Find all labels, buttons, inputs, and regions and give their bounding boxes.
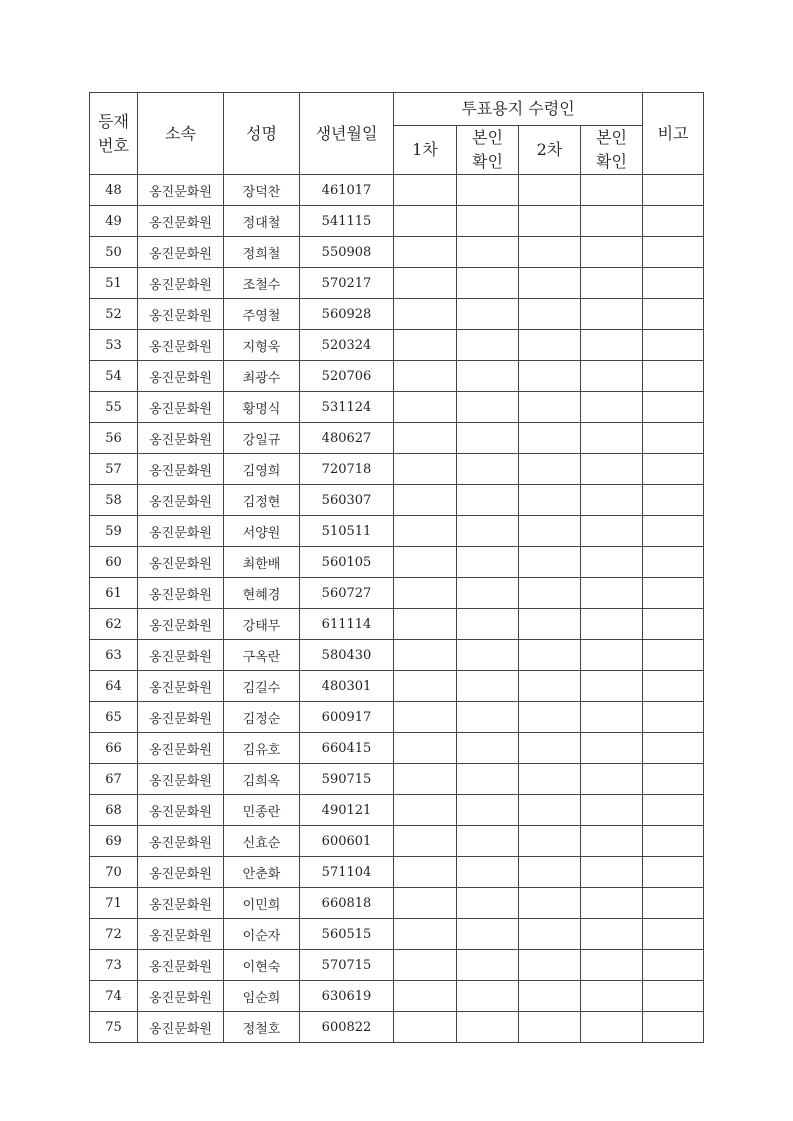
second-receipt-cell [519,454,581,485]
reg-no-cell: 66 [90,733,138,764]
name-cell: 정희철 [224,237,300,268]
affiliation-cell: 옹진문화원 [138,764,224,795]
name-cell: 최광수 [224,361,300,392]
identity-check-1-cell [457,547,519,578]
identity-check-2-cell [581,764,643,795]
identity-check-1-cell [457,268,519,299]
remarks-cell [643,392,704,423]
remarks-cell [643,330,704,361]
birthdate-cell: 520324 [300,330,394,361]
remarks-cell [643,888,704,919]
remarks-cell [643,423,704,454]
reg-no-cell: 62 [90,609,138,640]
table-row [90,609,704,640]
identity-check-1-cell [457,733,519,764]
reg-no-cell: 69 [90,826,138,857]
affiliation-cell: 옹진문화원 [138,919,224,950]
identity-check-2-cell [581,733,643,764]
reg-no-cell: 57 [90,454,138,485]
second-receipt-cell [519,981,581,1012]
identity-check-2-cell [581,795,643,826]
birthdate-cell: 720718 [300,454,394,485]
second-receipt-cell [519,268,581,299]
remarks-cell [643,857,704,888]
birthdate-cell: 480301 [300,671,394,702]
remarks-cell [643,1012,704,1043]
reg-no-cell: 52 [90,299,138,330]
birthdate-cell: 480627 [300,423,394,454]
remarks-cell [643,578,704,609]
name-cell: 이민희 [224,888,300,919]
first-receipt-cell [394,733,457,764]
identity-check-1-cell [457,826,519,857]
identity-check-2-cell [581,423,643,454]
birthdate-cell: 560515 [300,919,394,950]
remarks-cell [643,237,704,268]
identity-check-1-cell [457,330,519,361]
name-cell: 정철호 [224,1012,300,1043]
second-receipt-cell [519,795,581,826]
first-receipt-cell [394,888,457,919]
remarks-cell [643,919,704,950]
identity-check-2-cell [581,392,643,423]
identity-check-2-cell [581,299,643,330]
birthdate-cell: 660415 [300,733,394,764]
identity-check-1-cell [457,485,519,516]
identity-check-1-cell [457,888,519,919]
birthdate-cell: 550908 [300,237,394,268]
remarks-cell [643,361,704,392]
identity-check-1-cell [457,175,519,206]
affiliation-cell: 옹진문화원 [138,175,224,206]
birthdate-cell: 660818 [300,888,394,919]
identity-check-1-cell [457,764,519,795]
affiliation-cell: 옹진문화원 [138,857,224,888]
identity-check-2-cell [581,237,643,268]
name-cell: 임순희 [224,981,300,1012]
affiliation-cell: 옹진문화원 [138,237,224,268]
first-receipt-cell [394,671,457,702]
identity-check-1-cell [457,299,519,330]
table-row [90,578,704,609]
birthdate-cell: 560105 [300,547,394,578]
birthdate-cell: 531124 [300,392,394,423]
second-receipt-cell [519,392,581,423]
birthdate-cell: 560727 [300,578,394,609]
first-receipt-cell [394,299,457,330]
first-receipt-cell [394,1012,457,1043]
identity-check-2-cell [581,485,643,516]
identity-check-2-cell [581,268,643,299]
second-receipt-cell [519,857,581,888]
second-receipt-cell [519,578,581,609]
table-row [90,547,704,578]
reg-no-cell: 73 [90,950,138,981]
second-receipt-cell [519,516,581,547]
identity-check-2-cell [581,857,643,888]
name-cell: 서양원 [224,516,300,547]
birthdate-cell: 541115 [300,206,394,237]
first-receipt-cell [394,175,457,206]
remarks-cell [643,981,704,1012]
table-row [90,516,704,547]
affiliation-cell: 옹진문화원 [138,671,224,702]
identity-check-1-cell [457,671,519,702]
remarks-cell [643,454,704,485]
second-receipt-cell [519,919,581,950]
birthdate-cell: 570217 [300,268,394,299]
remarks-cell [643,206,704,237]
name-cell: 안춘화 [224,857,300,888]
affiliation-cell: 옹진문화원 [138,888,224,919]
affiliation-cell: 옹진문화원 [138,206,224,237]
affiliation-cell: 옹진문화원 [138,578,224,609]
header-affiliation: 소속 [138,93,224,175]
identity-check-1-cell [457,516,519,547]
affiliation-cell: 옹진문화원 [138,795,224,826]
reg-no-cell: 53 [90,330,138,361]
remarks-cell [643,516,704,547]
name-cell: 김정현 [224,485,300,516]
identity-check-1-cell [457,392,519,423]
header-identity-check-1: 본인 확인 [457,126,519,175]
first-receipt-cell [394,702,457,733]
first-receipt-cell [394,330,457,361]
identity-check-2-cell [581,702,643,733]
remarks-cell [643,671,704,702]
birthdate-cell: 560928 [300,299,394,330]
header-reg-no: 등재 번호 [90,93,138,175]
remarks-cell [643,795,704,826]
identity-check-1-cell [457,237,519,268]
identity-check-1-cell [457,1012,519,1043]
affiliation-cell: 옹진문화원 [138,826,224,857]
reg-no-cell: 75 [90,1012,138,1043]
reg-no-cell: 54 [90,361,138,392]
voter-roster-table [89,92,704,1043]
header-remarks: 비고 [643,93,704,175]
identity-check-1-cell [457,950,519,981]
first-receipt-cell [394,919,457,950]
name-cell: 민종란 [224,795,300,826]
first-receipt-cell [394,454,457,485]
reg-no-cell: 63 [90,640,138,671]
identity-check-2-cell [581,950,643,981]
remarks-cell [643,764,704,795]
first-receipt-cell [394,361,457,392]
identity-check-2-cell [581,206,643,237]
first-receipt-cell [394,609,457,640]
first-receipt-cell [394,392,457,423]
header-birthdate: 생년월일 [300,93,394,175]
affiliation-cell: 옹진문화원 [138,268,224,299]
table-row [90,485,704,516]
birthdate-cell: 600917 [300,702,394,733]
birthdate-cell: 560307 [300,485,394,516]
remarks-cell [643,702,704,733]
identity-check-1-cell [457,206,519,237]
table-row [90,857,704,888]
identity-check-2-cell [581,826,643,857]
table-row [90,423,704,454]
first-receipt-cell [394,950,457,981]
reg-no-cell: 48 [90,175,138,206]
identity-check-2-cell [581,640,643,671]
name-cell: 황명식 [224,392,300,423]
second-receipt-cell [519,330,581,361]
birthdate-cell: 600822 [300,1012,394,1043]
second-receipt-cell [519,733,581,764]
header-second: 2차 [519,126,581,175]
table-row [90,702,704,733]
name-cell: 김영희 [224,454,300,485]
remarks-cell [643,826,704,857]
header-identity-check-2: 본인 확인 [581,126,643,175]
affiliation-cell: 옹진문화원 [138,702,224,733]
remarks-cell [643,485,704,516]
reg-no-cell: 70 [90,857,138,888]
identity-check-2-cell [581,330,643,361]
first-receipt-cell [394,981,457,1012]
second-receipt-cell [519,175,581,206]
reg-no-cell: 72 [90,919,138,950]
identity-check-1-cell [457,361,519,392]
remarks-cell [643,950,704,981]
identity-check-1-cell [457,857,519,888]
identity-check-1-cell [457,919,519,950]
reg-no-cell: 60 [90,547,138,578]
birthdate-cell: 571104 [300,857,394,888]
table-row [90,268,704,299]
birthdate-cell: 600601 [300,826,394,857]
affiliation-cell: 옹진문화원 [138,516,224,547]
birthdate-cell: 461017 [300,175,394,206]
table-row [90,175,704,206]
remarks-cell [643,268,704,299]
affiliation-cell: 옹진문화원 [138,392,224,423]
second-receipt-cell [519,361,581,392]
birthdate-cell: 611114 [300,609,394,640]
reg-no-cell: 71 [90,888,138,919]
identity-check-1-cell [457,578,519,609]
remarks-cell [643,299,704,330]
birthdate-cell: 520706 [300,361,394,392]
table-row [90,1012,704,1043]
affiliation-cell: 옹진문화원 [138,330,224,361]
table-row [90,764,704,795]
affiliation-cell: 옹진문화원 [138,299,224,330]
first-receipt-cell [394,578,457,609]
remarks-cell [643,609,704,640]
identity-check-2-cell [581,919,643,950]
remarks-cell [643,175,704,206]
name-cell: 강태무 [224,609,300,640]
second-receipt-cell [519,950,581,981]
header-name: 성명 [224,93,300,175]
first-receipt-cell [394,237,457,268]
identity-check-1-cell [457,795,519,826]
second-receipt-cell [519,609,581,640]
remarks-cell [643,733,704,764]
second-receipt-cell [519,237,581,268]
name-cell: 신효순 [224,826,300,857]
name-cell: 김희옥 [224,764,300,795]
identity-check-2-cell [581,454,643,485]
affiliation-cell: 옹진문화원 [138,454,224,485]
table-row [90,330,704,361]
birthdate-cell: 490121 [300,795,394,826]
reg-no-cell: 51 [90,268,138,299]
first-receipt-cell [394,547,457,578]
table-row [90,640,704,671]
reg-no-cell: 65 [90,702,138,733]
reg-no-cell: 68 [90,795,138,826]
affiliation-cell: 옹진문화원 [138,1012,224,1043]
name-cell: 지형욱 [224,330,300,361]
second-receipt-cell [519,423,581,454]
reg-no-cell: 64 [90,671,138,702]
name-cell: 김길수 [224,671,300,702]
first-receipt-cell [394,206,457,237]
first-receipt-cell [394,516,457,547]
identity-check-2-cell [581,888,643,919]
second-receipt-cell [519,485,581,516]
table-row [90,206,704,237]
reg-no-cell: 61 [90,578,138,609]
table-row [90,888,704,919]
reg-no-cell: 74 [90,981,138,1012]
second-receipt-cell [519,1012,581,1043]
identity-check-1-cell [457,454,519,485]
identity-check-2-cell [581,175,643,206]
identity-check-1-cell [457,640,519,671]
name-cell: 주영철 [224,299,300,330]
table-row [90,671,704,702]
table-row [90,795,704,826]
affiliation-cell: 옹진문화원 [138,950,224,981]
name-cell: 최한배 [224,547,300,578]
reg-no-cell: 58 [90,485,138,516]
name-cell: 이순자 [224,919,300,950]
name-cell: 장덕찬 [224,175,300,206]
first-receipt-cell [394,857,457,888]
name-cell: 김정순 [224,702,300,733]
identity-check-2-cell [581,609,643,640]
reg-no-cell: 56 [90,423,138,454]
identity-check-2-cell [581,547,643,578]
table-row [90,392,704,423]
identity-check-1-cell [457,609,519,640]
name-cell: 이현숙 [224,950,300,981]
first-receipt-cell [394,268,457,299]
affiliation-cell: 옹진문화원 [138,485,224,516]
reg-no-cell: 67 [90,764,138,795]
affiliation-cell: 옹진문화원 [138,423,224,454]
name-cell: 구옥란 [224,640,300,671]
affiliation-cell: 옹진문화원 [138,361,224,392]
identity-check-2-cell [581,981,643,1012]
identity-check-1-cell [457,702,519,733]
table-row [90,981,704,1012]
first-receipt-cell [394,423,457,454]
name-cell: 김유호 [224,733,300,764]
identity-check-2-cell [581,361,643,392]
second-receipt-cell [519,206,581,237]
birthdate-cell: 630619 [300,981,394,1012]
identity-check-2-cell [581,671,643,702]
affiliation-cell: 옹진문화원 [138,609,224,640]
first-receipt-cell [394,764,457,795]
second-receipt-cell [519,826,581,857]
birthdate-cell: 590715 [300,764,394,795]
table-row [90,826,704,857]
second-receipt-cell [519,764,581,795]
birthdate-cell: 510511 [300,516,394,547]
remarks-cell [643,640,704,671]
table-header [90,93,704,175]
table-row [90,919,704,950]
affiliation-cell: 옹진문화원 [138,547,224,578]
first-receipt-cell [394,795,457,826]
second-receipt-cell [519,547,581,578]
identity-check-1-cell [457,981,519,1012]
reg-no-cell: 55 [90,392,138,423]
reg-no-cell: 49 [90,206,138,237]
first-receipt-cell [394,826,457,857]
affiliation-cell: 옹진문화원 [138,981,224,1012]
table-row [90,950,704,981]
second-receipt-cell [519,702,581,733]
name-cell: 강일규 [224,423,300,454]
header-ballot-receiver: 투표용지 수령인 [394,93,643,126]
first-receipt-cell [394,485,457,516]
table-body [90,175,704,1043]
remarks-cell [643,547,704,578]
reg-no-cell: 50 [90,237,138,268]
identity-check-2-cell [581,578,643,609]
affiliation-cell: 옹진문화원 [138,640,224,671]
table-row [90,299,704,330]
affiliation-cell: 옹진문화원 [138,733,224,764]
reg-no-cell: 59 [90,516,138,547]
name-cell: 정대철 [224,206,300,237]
header-first: 1차 [394,126,457,175]
name-cell: 현혜경 [224,578,300,609]
name-cell: 조철수 [224,268,300,299]
identity-check-2-cell [581,1012,643,1043]
table-row [90,237,704,268]
table-row [90,454,704,485]
table-row [90,361,704,392]
second-receipt-cell [519,299,581,330]
first-receipt-cell [394,640,457,671]
second-receipt-cell [519,671,581,702]
second-receipt-cell [519,640,581,671]
identity-check-1-cell [457,423,519,454]
table-row [90,733,704,764]
birthdate-cell: 580430 [300,640,394,671]
identity-check-2-cell [581,516,643,547]
second-receipt-cell [519,888,581,919]
birthdate-cell: 570715 [300,950,394,981]
